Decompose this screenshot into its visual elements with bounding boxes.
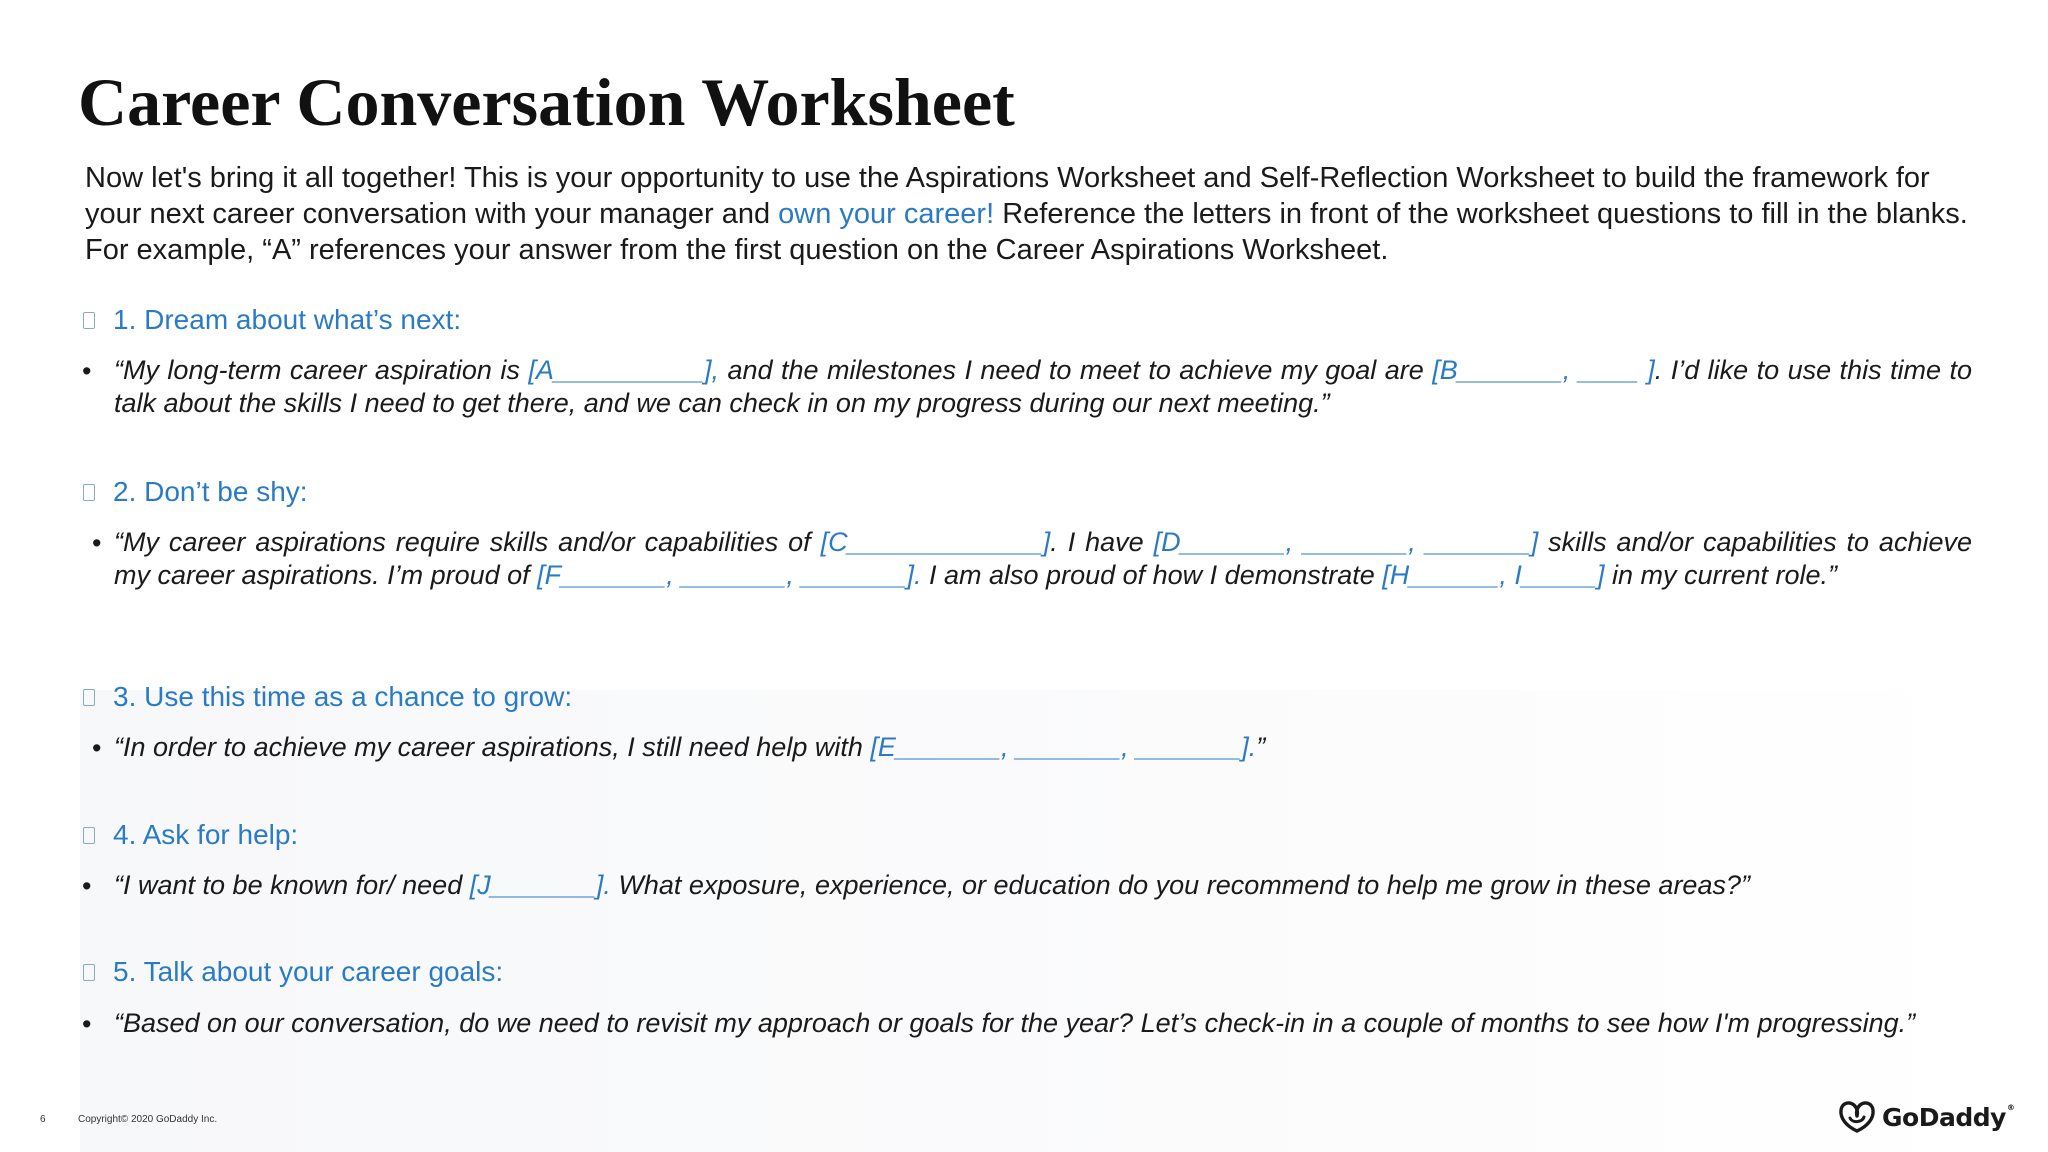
- quote-segment: “In order to achieve my career aspirations, I still need help with: [114, 732, 871, 762]
- section-heading-text: 1. Dream about what’s next:: [113, 304, 462, 335]
- quote-text: [114, 354, 1972, 420]
- section-heading-4: [83, 818, 298, 852]
- section-heading-1: [83, 303, 461, 337]
- quote-segment: “My long-term career aspiration is: [114, 355, 529, 385]
- section-heading-text: 5. Talk about your career goals:: [113, 956, 504, 987]
- quote-segment: . I have: [1050, 527, 1154, 557]
- quote-text: [114, 1007, 1972, 1040]
- quote-segment: . I’d like to use this time to talk about the skills I need to get there, and we can check in on my progress during our next meeting.”: [114, 355, 1972, 418]
- quote-segment: “I want to be known for/ need: [114, 870, 470, 900]
- quote-text: [114, 526, 1972, 592]
- quote-segment: ”: [1256, 732, 1266, 762]
- section-bullet-3: [82, 731, 1972, 764]
- section-heading-text: 2. Don’t be shy:: [113, 476, 308, 507]
- logo-wordmark: [1882, 1103, 2014, 1132]
- quote-segment: “Based on our conversation, do we need to revisit my approach or goals for the year? Let’s check-in in a couple of months to see how I'm progressing.”: [114, 1008, 1916, 1038]
- section-bullet-2: [82, 526, 1972, 592]
- intro-highlight: own your career!: [778, 198, 995, 230]
- logo-trademark: ®: [2006, 1102, 2015, 1112]
- godaddy-logo-icon: [1838, 1100, 1876, 1134]
- quote-segment: skills and/or capabilities to achieve my career aspirations. I’m proud of: [114, 527, 1972, 590]
- copyright-text: Copyright© 2020 GoDaddy Inc.: [78, 1114, 218, 1125]
- checkbox-icon: [83, 689, 95, 706]
- fill-blank-c: [C_____________]: [820, 527, 1051, 557]
- quote-segment: and the milestones I need to meet to achieve my goal are: [719, 355, 1433, 385]
- fill-blank-f: [F_______, _______, _______].: [537, 560, 922, 590]
- bullet-mark: •: [92, 528, 102, 558]
- fill-blank-j: [J_______].: [469, 870, 611, 900]
- bullet-mark: •: [82, 1009, 92, 1039]
- bullet-mark: •: [82, 871, 92, 901]
- section-heading-2: [83, 475, 308, 509]
- quote-text: [114, 869, 1972, 902]
- section-heading-3: [83, 680, 572, 714]
- intro-paragraph: [85, 160, 1990, 268]
- fill-blank-e: [E_______, _______, _______].: [870, 732, 1257, 762]
- quote-text: [114, 731, 1972, 764]
- section-bullet-5: [82, 1007, 1972, 1040]
- fill-blank-d: [D_______, _______, _______]: [1153, 527, 1539, 557]
- page-title: Career Conversation Worksheet: [78, 64, 1015, 140]
- section-heading-text: 3. Use this time as a chance to grow:: [113, 681, 573, 712]
- intro-text-end: Reference the letters in front of the worksheet questions to fill in the blanks. For example, “A” references your answer from the first question on the Career Aspirations Worksheet.: [85, 198, 1968, 266]
- fill-blank-a: [A__________],: [528, 355, 720, 385]
- section-bullet-4: [82, 869, 1972, 902]
- checkbox-icon: [83, 312, 95, 329]
- page-number: 6: [40, 1114, 46, 1125]
- checkbox-icon: [83, 827, 95, 844]
- section-heading-text: 4. Ask for help:: [113, 819, 299, 850]
- checkbox-icon: [83, 484, 95, 501]
- checkbox-icon: [83, 964, 95, 981]
- section-heading-5: [83, 955, 503, 989]
- bullet-mark: •: [92, 733, 102, 763]
- bullet-mark: •: [82, 356, 92, 386]
- fill-blank-b: [B_______, ____ ]: [1432, 355, 1655, 385]
- section-bullet-1: [82, 354, 1972, 420]
- logo-text: GoDaddy: [1882, 1102, 2006, 1132]
- fill-blank-h: [H______, I_____]: [1382, 560, 1605, 590]
- quote-segment: in my current role.”: [1604, 560, 1838, 590]
- quote-segment: What exposure, experience, or education do you recommend to help me grow in these areas?”: [610, 870, 1750, 900]
- quote-segment: “My career aspirations require skills and/or capabilities of: [114, 527, 821, 557]
- godaddy-logo: [1838, 1097, 2014, 1137]
- quote-segment: I am also proud of how I demonstrate: [921, 560, 1383, 590]
- intro-text-start: Now let's bring it all together! This is your opportunity to use the Aspirations Worksheet and Self-Reflection Worksheet to build the framework for your next career conversation with your manager and: [85, 162, 1930, 230]
